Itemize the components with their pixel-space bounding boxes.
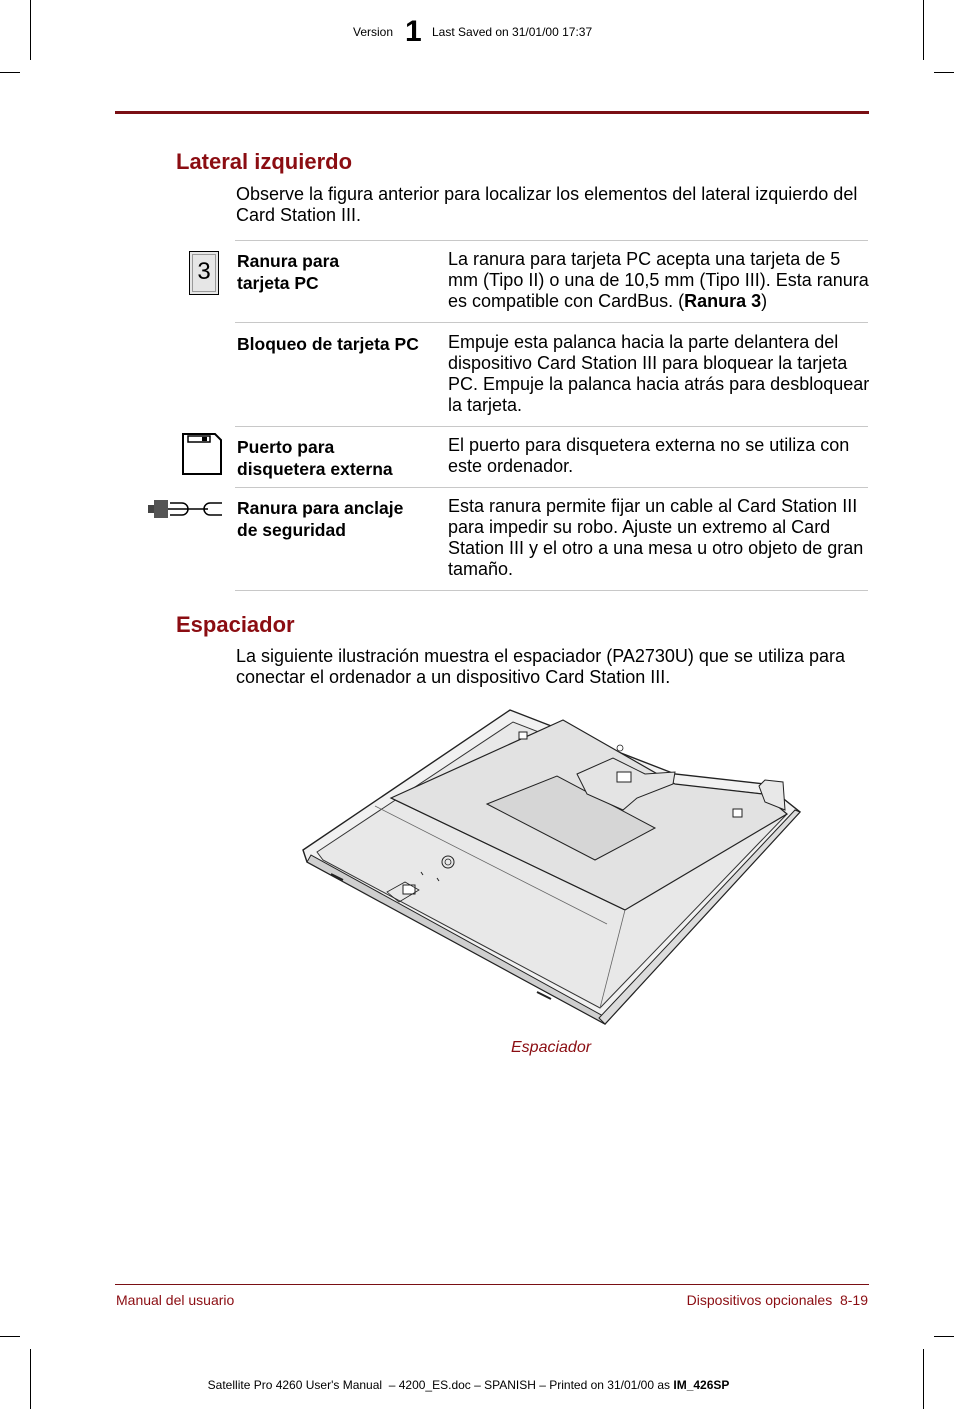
crop-mark	[0, 72, 20, 73]
header-version-label: Version	[353, 25, 394, 39]
figure-caption: Espaciador	[511, 1039, 592, 1056]
table-row-desc: El puerto para disquetera externa no se utiliza con este ordenador.	[448, 435, 850, 476]
section-intro-lateral: Observe la figura anterior para localizar los elementos del lateral izquierdo del Card Station III.	[236, 184, 858, 225]
table-divider	[235, 240, 868, 241]
crop-mark	[934, 72, 954, 73]
slot-3-icon	[189, 251, 219, 295]
header-version-number: 1	[405, 15, 422, 48]
crop-mark	[923, 0, 924, 60]
table-row-term: Ranura para tarjeta PC	[237, 251, 340, 293]
crop-mark	[934, 1336, 954, 1337]
footer-left: Manual del usuario	[116, 1292, 235, 1308]
table-row-term: Bloqueo de tarjeta PC	[237, 334, 419, 354]
table-divider	[235, 322, 868, 323]
section-title-lateral: Lateral izquierdo	[176, 149, 353, 174]
section-intro-espaciador: La siguiente ilustración muestra el espaciador (PA2730U) que se utiliza para conectar el ordenador a un dispositivo Card Station III.	[236, 646, 846, 687]
crop-mark	[30, 0, 31, 60]
bottom-rule	[115, 1284, 869, 1285]
top-rule	[115, 111, 869, 114]
table-row-desc: Empuje esta palanca hacia la parte delantera del dispositivo Card Station III para bloquear la tarjeta PC. Empuje la palanca hacia atrás para desbloquear la tarjeta.	[448, 332, 870, 415]
floppy-disk-icon	[182, 433, 222, 475]
table-row-desc: Esta ranura permite fijar un cable al Card Station III para impedir su robo. Ajuste un extremo al Card Station III y el otro a una mesa u otro objeto de gran tamaño.	[448, 496, 864, 579]
footer-right: Dispositivos opcionales 8-19	[686, 1292, 868, 1308]
print-info	[201, 1364, 729, 1392]
table-divider	[235, 487, 868, 488]
spacer-illustration	[295, 702, 815, 1032]
table-row-term: Ranura para anclaje de seguridad	[237, 498, 404, 540]
table-divider	[235, 426, 868, 427]
desc-text: La ranura para tarjeta PC acepta una tarjeta de 5 mm (Tipo II) o una de 10,5 mm (Tipo III). Esta ranura es compatible con CardBus. (	[448, 249, 869, 311]
header-last-saved: Last Saved on 31/01/00 17:37	[432, 25, 593, 39]
slot-3-icon-label: 3	[197, 258, 211, 285]
crop-mark	[0, 1336, 20, 1337]
table-row-desc	[448, 249, 873, 312]
table-row-term: Puerto para disquetera externa	[237, 437, 393, 479]
crop-mark	[923, 1349, 924, 1409]
print-code: IM_426SP	[673, 1378, 730, 1392]
security-lock-icon	[148, 497, 224, 521]
desc-bold: Ranura 3	[684, 291, 762, 311]
section-title-espaciador: Espaciador	[176, 612, 295, 637]
print-info-text: Satellite Pro 4260 User's Manual – 4200_ES.doc – SPANISH – Printed on 31/01/00 as	[207, 1378, 674, 1392]
desc-text-end: )	[761, 291, 768, 311]
table-divider	[235, 590, 868, 591]
crop-mark	[30, 1349, 31, 1409]
